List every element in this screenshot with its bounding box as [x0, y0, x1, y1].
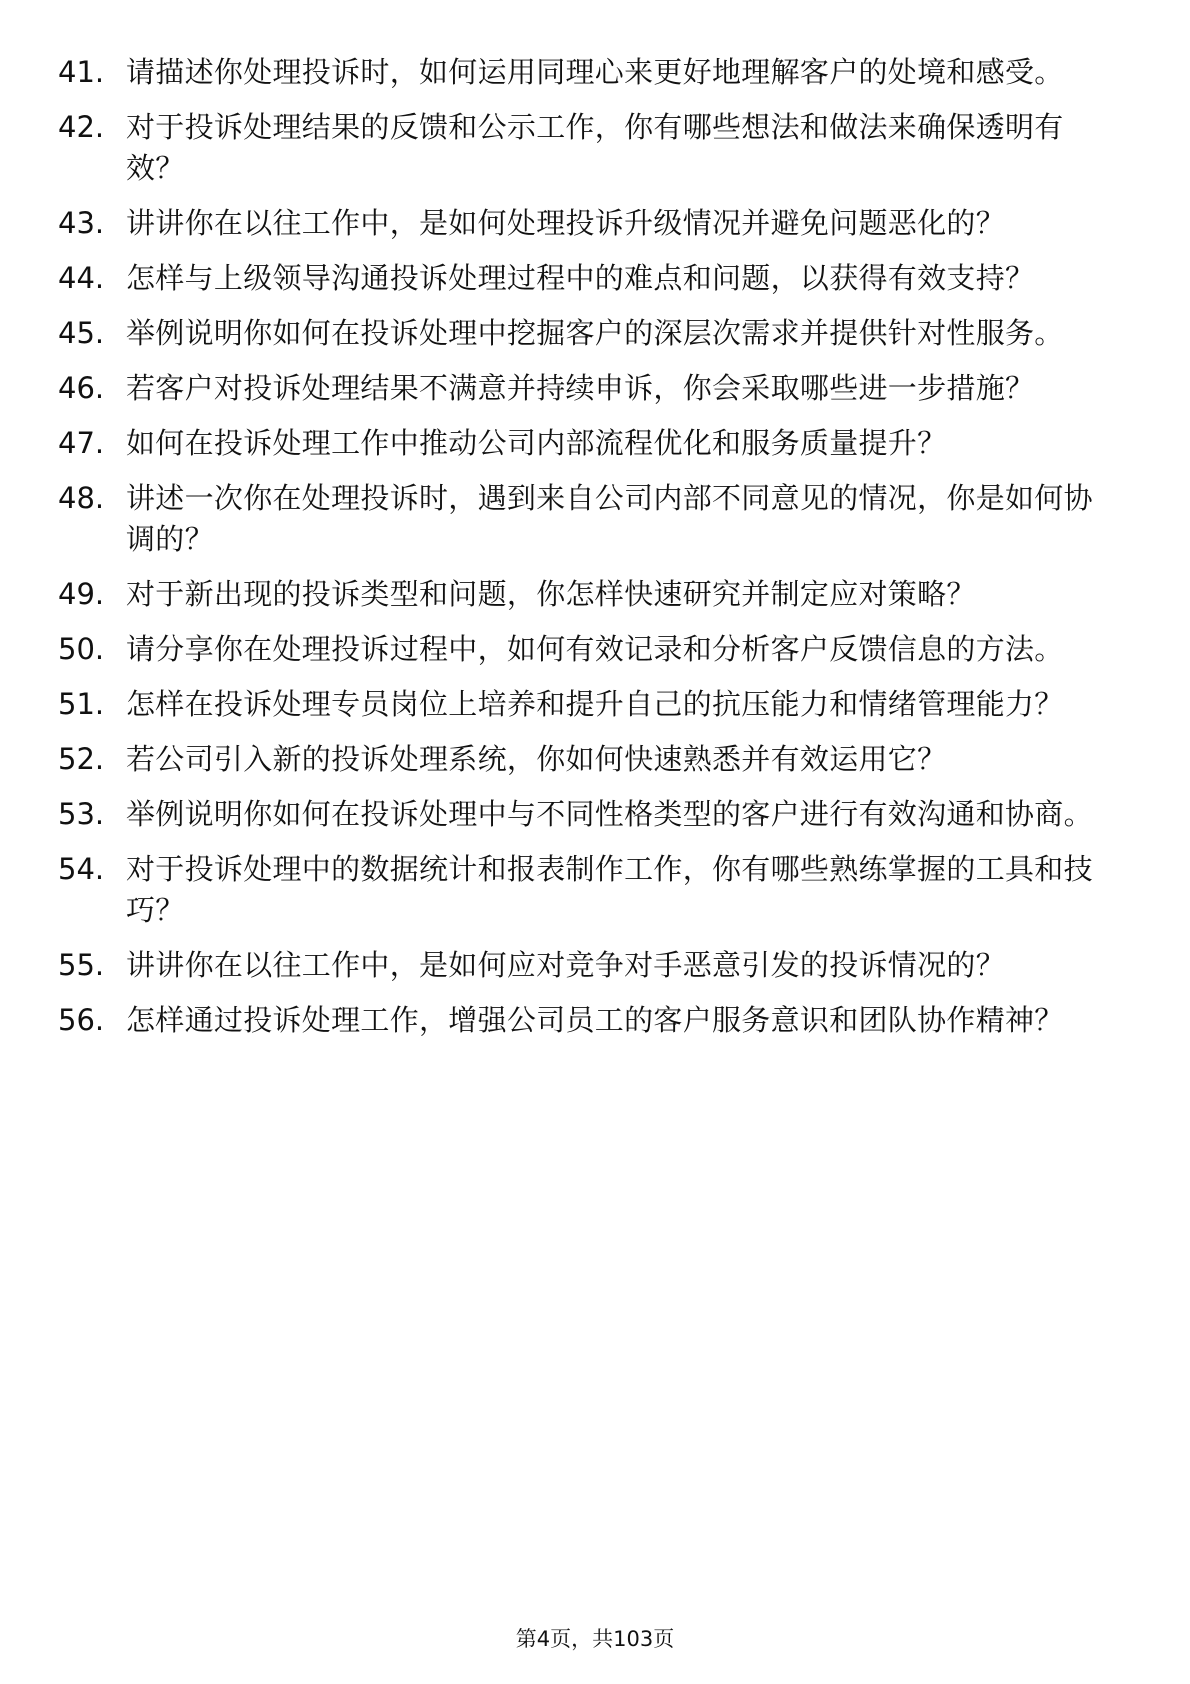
question-item [58, 423, 1118, 464]
question-number: 55. [58, 948, 105, 982]
question-text: 对于投诉处理中的数据统计和报表制作工作，你有哪些熟练掌握的工具和技巧？ [126, 852, 1093, 927]
question-number: 46. [58, 371, 105, 405]
question-number: 49. [58, 577, 105, 611]
question-item [58, 629, 1118, 670]
question-number: 47. [58, 426, 105, 460]
question-item [58, 107, 1118, 189]
question-list [58, 52, 1118, 1055]
question-text: 若公司引入新的投诉处理系统，你如何快速熟悉并有效运用它？ [126, 742, 947, 776]
question-text: 如何在投诉处理工作中推动公司内部流程优化和服务质量提升？ [126, 426, 947, 460]
question-item [58, 574, 1118, 615]
question-item [58, 684, 1118, 725]
question-item [58, 203, 1118, 244]
question-text: 举例说明你如何在投诉处理中挖掘客户的深层次需求并提供针对性服务。 [126, 316, 1064, 350]
question-text: 对于投诉处理结果的反馈和公示工作，你有哪些想法和做法来确保透明有效？ [126, 110, 1064, 185]
question-text: 讲讲你在以往工作中，是如何应对竞争对手恶意引发的投诉情况的？ [126, 948, 1006, 982]
question-text: 若客户对投诉处理结果不满意并持续申诉，你会采取哪些进一步措施？ [126, 371, 1035, 405]
question-number: 52. [58, 742, 105, 776]
question-text: 怎样在投诉处理专员岗位上培养和提升自己的抗压能力和情绪管理能力？ [126, 687, 1064, 721]
question-number: 48. [58, 481, 105, 515]
page-indicator: 第4页，共103页 [515, 1627, 675, 1651]
question-number: 41. [58, 55, 105, 89]
question-item [58, 368, 1118, 409]
question-number: 50. [58, 632, 105, 666]
question-text: 举例说明你如何在投诉处理中与不同性格类型的客户进行有效沟通和协商。 [126, 797, 1093, 831]
question-number: 44. [58, 261, 105, 295]
question-text: 讲述一次你在处理投诉时，遇到来自公司内部不同意见的情况，你是如何协调的？ [126, 481, 1093, 556]
question-number: 53. [58, 797, 105, 831]
question-item [58, 945, 1118, 986]
question-item [58, 478, 1118, 560]
question-number: 51. [58, 687, 105, 721]
question-number: 45. [58, 316, 105, 350]
question-number: 43. [58, 206, 105, 240]
question-item [58, 739, 1118, 780]
question-item [58, 849, 1118, 931]
question-item [58, 52, 1118, 93]
question-number: 56. [58, 1003, 105, 1037]
question-text: 请分享你在处理投诉过程中，如何有效记录和分析客户反馈信息的方法。 [126, 632, 1064, 666]
question-number: 54. [58, 852, 105, 886]
question-text: 怎样与上级领导沟通投诉处理过程中的难点和问题，以获得有效支持？ [126, 261, 1035, 295]
question-text: 讲讲你在以往工作中，是如何处理投诉升级情况并避免问题恶化的？ [126, 206, 1006, 240]
question-item [58, 794, 1118, 835]
question-text: 对于新出现的投诉类型和问题，你怎样快速研究并制定应对策略？ [126, 577, 976, 611]
question-item [58, 1000, 1118, 1041]
question-number: 42. [58, 110, 105, 144]
question-text: 请描述你处理投诉时，如何运用同理心来更好地理解客户的处境和感受。 [126, 55, 1064, 89]
question-item [58, 258, 1118, 299]
question-item [58, 313, 1118, 354]
question-text: 怎样通过投诉处理工作，增强公司员工的客户服务意识和团队协作精神？ [126, 1003, 1064, 1037]
